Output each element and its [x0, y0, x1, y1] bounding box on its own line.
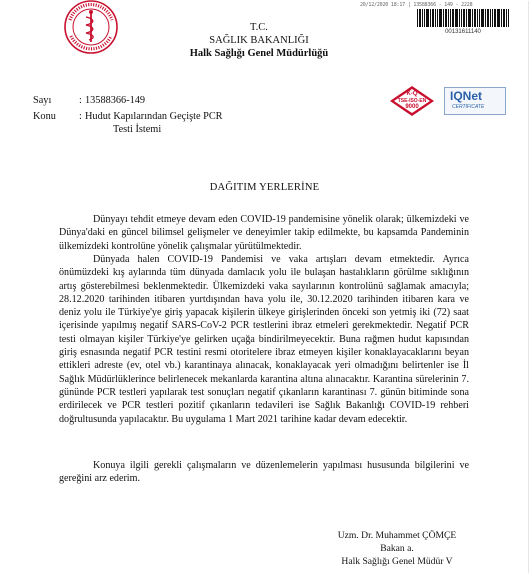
sayi-value: 13588366-149: [85, 95, 146, 106]
ministry-seal-icon: [62, 0, 120, 58]
signatory-role-2: Halk Sağlığı Genel Müdür V: [341, 556, 453, 567]
iqnet-certificate-logo: [444, 87, 506, 115]
konu-value-line1: Hudut Kapılarından Geçişte PCR: [85, 111, 223, 122]
body-paragraph-3: [59, 459, 469, 486]
barcode-number: 00131611140: [445, 29, 481, 35]
kq-bot: 9000: [405, 104, 419, 110]
iqnet-name: IQNet: [450, 89, 483, 103]
paragraph-text: Konuya ilgili gerekli çalışmaların ve düzenlemelerin yapılması hususunda bilgilerini ve gereğini arz ederim.: [59, 460, 469, 485]
signatory-name: Uzm. Dr. Muhammet ÇÖMÇE: [337, 530, 457, 541]
distribution-heading: DAĞITIM YERLERİNE: [209, 182, 320, 193]
sayi-label: Sayı: [33, 95, 52, 106]
letterhead-directorate: Halk Sağlığı Genel Müdürlüğü: [189, 48, 329, 59]
konu-label: Konu: [33, 111, 56, 122]
barcode-block: [355, 0, 515, 40]
signatory-role-1: Bakan a.: [380, 543, 414, 554]
paragraph-text: Dünyayı tehdit etmeye devam eden COVID-19 pandemisine yönelik olarak; ülkemizdeki ve Dünya'daki en güncel bilimsel gelişmeler ve deneyimler takip edilmekte, bu kapsamda Pandeminin ülkemizdeki kontrolüne yönelik çalışmalar yürütülmektedir.: [59, 214, 469, 252]
konu-value-line2: Testi İstemi: [113, 124, 162, 135]
kq-mid: TSE-ISO-EN: [397, 97, 427, 104]
kq-top: K-Q: [406, 91, 418, 97]
sayi-separator: :: [79, 95, 82, 106]
konu-separator: :: [79, 111, 82, 122]
barcode-icon: [417, 9, 509, 27]
signature-block: [318, 529, 476, 568]
paragraph-text: Dünyada halen COVID-19 Pandemisi ve vaka artışları devam etmektedir. Ayrıca önümüzdeki kış aylarında tüm dünyada damlacık yolu ile bulaşan hastalıkların görülme sıklığının artış gösterebilmesi beklenmektedir. Ülkemizdeki vaka sayılarının kontrolünü sağlamak amacıyla; 28.12.2020 tarihinden itibaren yurtdışından hava yolu ile, 30.12.2020 tarihinden itibaren kara ve deniz yolu ile Türkiye'ye giriş yapacak kişilerin ülkeye girişlerinden önceki son yetmiş iki (72) saat içerisinde yapılmış negatif SARS-CoV-2 PCR testlerini ibraz etmeleri gerekmektedir. Negatif PCR testi olmayan kişiler Türkiye'ye gelirken uçağa bindirilmeyecektir. Buna rağmen hudut kapısından giriş esnasında negatif PCR testini resmi otoritelere ibraz etmeyen kişiler konaklayacaklarını beyan ettikleri adreste (ev, otel vb.) karantinaya alınacak, konaklayacak yeri olmadığını belirtenler ise İl Sağlık Müdürlüklerince belirlenecek mekanlarda karantina altına alınacaktır. Karantina sürelerinin 7. gününde PCR testleri yapılarak test sonuçları negatif çıkanların karantinası 7. günün bitiminde sona erdirilecek ve PCR testleri pozitif çıkanların tedavileri ise Sağlık Bakanlığı COVID-19 rehberi doğrultusunda yapılacaktır. Bu uygulama 1 Mart 2021 tarihine kadar devam edecektir.: [59, 254, 469, 425]
letterhead-tc: T.C.: [250, 22, 268, 33]
body-paragraph-1: [59, 213, 469, 253]
barcode-caption: 20/12/2020 18:17 | 13588366 - 149 - 2228: [360, 2, 473, 8]
kq-certificate-logo: [390, 86, 434, 116]
letterhead-ministry: SAĞLIK BAKANLIĞI: [209, 35, 309, 46]
body-paragraph-2: [59, 253, 469, 426]
iqnet-sub: CERTIFICATE: [452, 104, 485, 110]
